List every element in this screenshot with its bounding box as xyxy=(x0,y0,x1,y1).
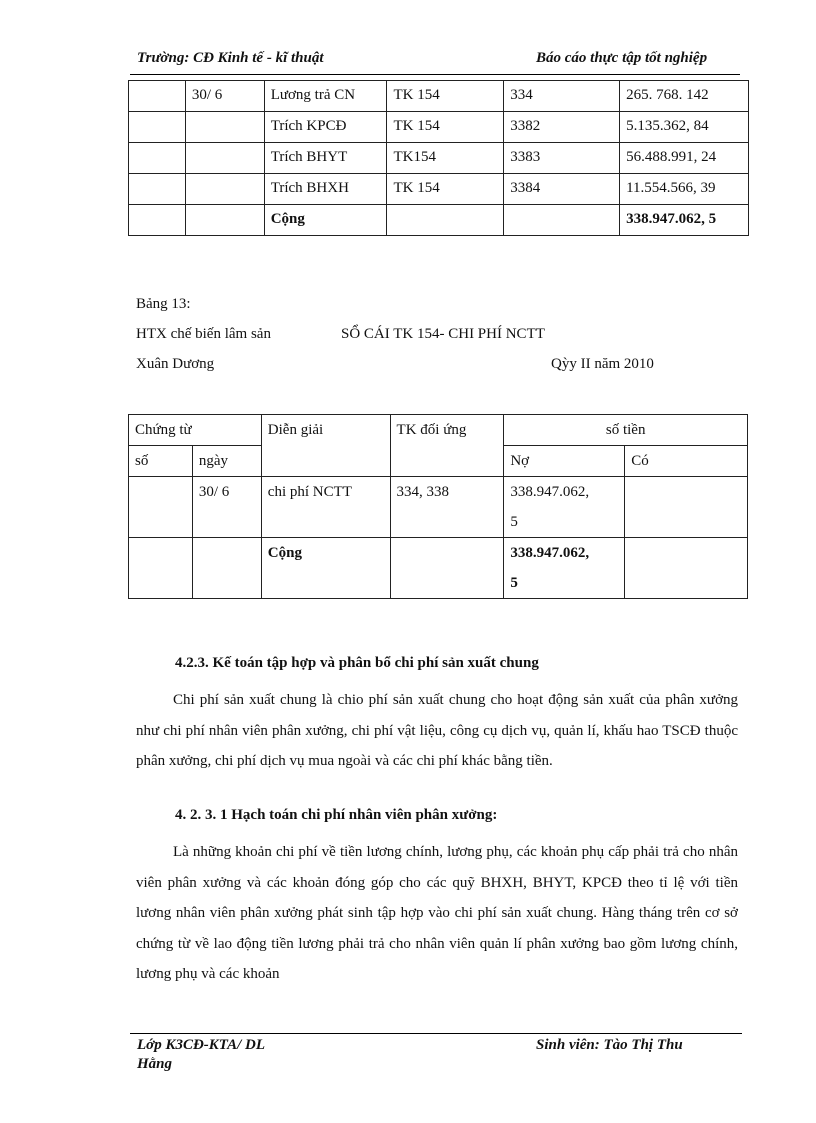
footer-class-cont: Hằng xyxy=(137,1056,173,1072)
table-row xyxy=(129,477,748,538)
header-rule xyxy=(130,74,740,75)
table-cell xyxy=(504,205,620,236)
table-number: Bảng 13: xyxy=(136,296,191,312)
table-cell: 3384 xyxy=(504,174,620,205)
salary-allocation-table-body xyxy=(129,81,749,236)
table-cell: 30/ 6 xyxy=(192,477,261,538)
table-cell xyxy=(129,205,186,236)
total-label: Cộng xyxy=(261,538,390,599)
header-ngay: ngày xyxy=(192,446,261,477)
footer-rule xyxy=(130,1033,742,1034)
table-cell: 5.135.362, 84 xyxy=(620,112,749,143)
table-row xyxy=(129,81,749,112)
table-cell xyxy=(129,112,186,143)
table-cell xyxy=(185,174,264,205)
section-heading: 4.2.3. Kế toán tập hợp và phân bổ chi phí sản xuất chung xyxy=(175,655,539,671)
header-co: Có xyxy=(625,446,748,477)
salary-allocation-table xyxy=(128,80,749,236)
header-tk-doi-ung: TK đối ứng xyxy=(390,415,504,477)
table-cell: 11.554.566, 39 xyxy=(620,174,749,205)
table-cell: 3382 xyxy=(504,112,620,143)
header-report-title: Báo cáo thực tập tốt nghiệp xyxy=(536,50,708,66)
table-cell: 3383 xyxy=(504,143,620,174)
section-paragraph: Chi phí sản xuất chung là chio phí sản xuất chung cho hoạt động sản xuất của phân xưởng như chi phí nhân viên phân xưởng, chi phí vật liệu, công cụ dịch vụ, quản lí, khấu hao TSCĐ thuộc phân xưởng, chi phí dịch vụ mua ngoài và các chi phí khác bằng tiền. xyxy=(136,692,738,769)
ledger-title: SỔ CÁI TK 154- CHI PHÍ NCTT xyxy=(341,326,545,342)
amount-line: 338.947.062, xyxy=(510,545,590,561)
table-cell xyxy=(129,477,193,538)
org-location: Xuân Dương xyxy=(136,356,215,372)
amount-line: 5 xyxy=(510,514,518,530)
table-cell xyxy=(625,477,748,538)
header-so: số xyxy=(129,446,193,477)
amount-line: 5 xyxy=(510,575,518,591)
table-cell xyxy=(625,538,748,599)
total-label: Cộng xyxy=(264,205,387,236)
table-cell xyxy=(185,143,264,174)
table-cell xyxy=(192,538,261,599)
table-cell: Lương trả CN xyxy=(264,81,387,112)
header-so-tien: số tiền xyxy=(504,415,748,446)
period: Qỳy II năm 2010 xyxy=(551,356,654,372)
table-total-row xyxy=(129,205,749,236)
table-cell xyxy=(504,477,625,538)
table-cell: 334, 338 xyxy=(390,477,504,538)
total-value: 338.947.062, 5 xyxy=(620,205,749,236)
table-cell: 334 xyxy=(504,81,620,112)
header-dien-giai: Diễn giải xyxy=(261,415,390,477)
table-row xyxy=(129,174,749,205)
table-row xyxy=(129,112,749,143)
table-cell: Trích BHXH xyxy=(264,174,387,205)
table-row xyxy=(129,143,749,174)
table-cell xyxy=(129,81,186,112)
subsection-heading: 4. 2. 3. 1 Hạch toán chi phí nhân viên phân xưởng: xyxy=(175,807,498,823)
header-chung-tu: Chứng từ xyxy=(129,415,262,446)
table-cell: TK 154 xyxy=(387,112,504,143)
amount-line: 338.947.062, xyxy=(510,484,590,500)
table-cell xyxy=(129,174,186,205)
table-cell xyxy=(185,205,264,236)
table-cell: 30/ 6 xyxy=(185,81,264,112)
header-school: Trường: CĐ Kinh tế - kĩ thuật xyxy=(137,50,324,66)
table-cell: 265. 768. 142 xyxy=(620,81,749,112)
table-cell: Trích KPCĐ xyxy=(264,112,387,143)
org-name: HTX chế biến lâm sản xyxy=(136,326,271,342)
table-cell xyxy=(129,538,193,599)
table-cell: TK 154 xyxy=(387,81,504,112)
table-cell xyxy=(387,205,504,236)
table-cell: TK154 xyxy=(387,143,504,174)
table-total-row xyxy=(129,538,748,599)
ledger-table xyxy=(128,414,748,599)
table-header-row xyxy=(129,415,748,446)
header-no: Nợ xyxy=(504,446,625,477)
table-cell: Trích BHYT xyxy=(264,143,387,174)
table-cell xyxy=(390,538,504,599)
table-cell xyxy=(129,143,186,174)
total-value xyxy=(504,538,625,599)
footer-class: Lớp K3CĐ-KTA/ DL xyxy=(137,1037,266,1053)
subsection-paragraph: Là những khoản chi phí về tiền lương chính, lương phụ, các khoản phụ cấp phải trả cho nhân viên phân xưởng và các khoản đóng góp cho các quỹ BHXH, BHYT, KPCĐ theo tỉ lệ với tiền lương nhân viên phân xưởng phát sinh tập hợp vào chi phí sản xuất chung. Hàng tháng trên cơ sở chứng từ về lao động tiền lương phải trả cho nhân viên quản lí phân xưởng bao gồm lương chính, lương phụ và các khoản xyxy=(136,844,738,982)
table-cell: chi phí NCTT xyxy=(261,477,390,538)
footer-student: Sinh viên: Tào Thị Thu xyxy=(536,1037,683,1053)
table-cell: 56.488.991, 24 xyxy=(620,143,749,174)
table-cell xyxy=(185,112,264,143)
table-cell: TK 154 xyxy=(387,174,504,205)
